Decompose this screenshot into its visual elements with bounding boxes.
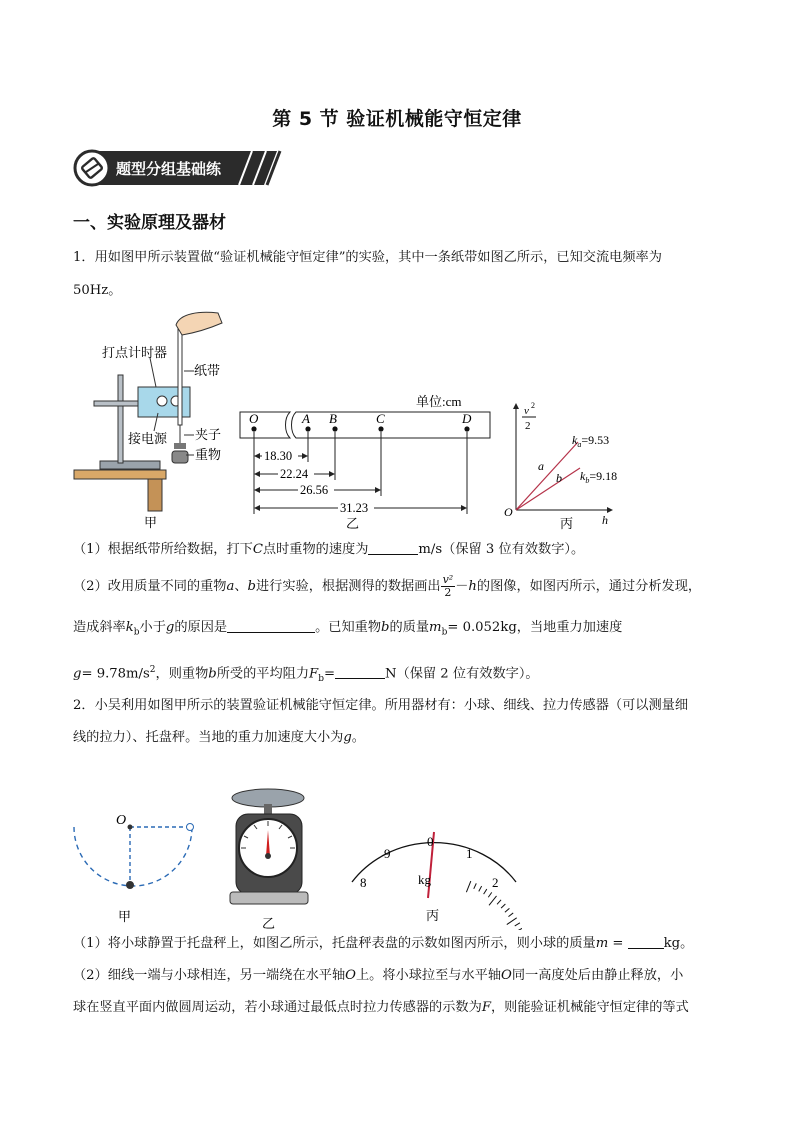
dial-tick-mark <box>507 918 517 925</box>
svg-text:kb=9.18 <box>580 469 617 485</box>
y-axis-sup: 2 <box>531 401 535 410</box>
q1-part1: （1）根据纸带所给数据，打下C点时重物的速度为 m/s（保留 3 位有效数字）。 <box>73 542 585 557</box>
dial-tick-1: 1 <box>466 846 473 861</box>
dial-tick-mark <box>474 883 477 888</box>
label-timer: 打点计时器 <box>102 345 168 360</box>
label-power: 接电源 <box>128 431 168 446</box>
dial-tick-mark <box>479 886 482 891</box>
q1-figure-bing <box>500 398 640 532</box>
banner-text: 题型分组基础练 <box>116 160 222 178</box>
dial-tick-mark <box>466 881 470 892</box>
caption-bing: 丙 <box>560 516 574 531</box>
line-a-label: a <box>538 459 544 473</box>
section-heading: 一、实验原理及器材 <box>73 213 226 233</box>
point-C: C <box>376 411 385 426</box>
kb-val: =9.18 <box>589 469 618 483</box>
ka-sub: a <box>577 440 582 449</box>
label-tape: 纸带 <box>194 363 221 378</box>
ka-val: =9.53 <box>581 433 610 447</box>
q2-stem-line2: 线的拉力）、托盘秤。当地的重力加速度大小为g。 <box>73 730 365 745</box>
point-D: D <box>462 411 472 426</box>
point-A: A <box>302 411 310 426</box>
dial-tick-mark <box>488 892 491 897</box>
kb-k: k <box>580 469 586 483</box>
line-b-label: b <box>556 471 562 485</box>
dial-tick-8: 8 <box>360 875 367 890</box>
unit-label: 单位:cm <box>416 394 462 409</box>
q1-part2-line3: $g= 9.78m/s^2$，则重物b所受的平均阻力$F_b= N$（保留 2 位有效数字）。 <box>73 665 539 685</box>
q1-part2-line2: 造成斜率$k_b$小于g的原因是 。已知重物b的质量$m_b= 0.052kg$，当地重力加速度 <box>73 620 623 638</box>
q2-stem-line1: 2．小吴利用如图甲所示的装置验证机械能守恒定律。所用器材有：小球、细线、拉力传感器（可以测量细 <box>73 698 689 713</box>
q2-part2-line1: （2）细线一端与小球相连，另一端绕在水平轴O上。将小球拉至与水平轴O同一高度处后由静止释放，小 <box>73 968 684 983</box>
q1-figure-jia <box>72 305 232 530</box>
distance-OD: 31.23 <box>340 501 369 515</box>
y-axis-num: v <box>524 405 529 417</box>
dial-tick-mark <box>515 923 520 926</box>
dial-tick-mark <box>484 889 487 894</box>
q2-part1: （1）将小球静置于托盘秤上，如图乙所示，托盘秤表盘的示数如图丙所示，则小球的质量m = kg。 <box>73 936 694 951</box>
dial-tick-mark <box>517 928 522 930</box>
q2-figure-bing <box>346 790 522 930</box>
q2-figure-jia <box>68 805 198 930</box>
q1-part2-line1: （2）改用质量不同的重物a、b进行实验，根据测得的数据画出 $\frac{\text{v²}}{2}$ －h的图像，如图丙所示，通过分析发现， <box>73 573 702 599</box>
q1-stem-line1: 1．用如图甲所示装置做“验证机械能守恒定律”的实验，其中一条纸带如图乙所示，已知交流电频率为 <box>73 250 662 265</box>
caption-jia: 甲 <box>144 515 158 530</box>
caption-q2-bing: 丙 <box>426 908 440 923</box>
caption-q2-yi: 乙 <box>262 916 276 930</box>
answer-blank-4[interactable] <box>628 934 664 949</box>
distance-OB: 22.24 <box>280 467 309 481</box>
answer-blank-1[interactable] <box>368 540 418 555</box>
x-axis-label: h <box>602 513 608 527</box>
q1-figure-yi <box>238 388 498 530</box>
y-axis-den: 2 <box>525 420 531 432</box>
kb-sub: b <box>585 476 590 485</box>
q2-part2-line2: 球在竖直平面内做圆周运动，若小球通过最低点时拉力传感器的示数为F，则能验证机械能守恒定律的等式 <box>73 1000 689 1015</box>
answer-blank-2[interactable] <box>227 618 315 633</box>
distance-OC: 26.56 <box>300 483 329 497</box>
distance-OA: 18.30 <box>264 449 293 463</box>
q1-stem-line2: 50Hz。 <box>73 283 122 298</box>
dial-tick-2: 2 <box>492 875 499 890</box>
label-weight: 重物 <box>195 447 222 462</box>
caption-yi: 乙 <box>346 516 360 530</box>
dial-tick-mark <box>501 904 505 908</box>
section-banner <box>72 148 287 188</box>
point-O: O <box>249 411 259 426</box>
dial-tick-mark <box>497 900 501 904</box>
svg-text:ka=9.53 <box>572 433 609 449</box>
dial-tick-mark <box>505 908 510 912</box>
q2-figure-yi <box>226 782 316 930</box>
dial-tick-mark <box>489 896 497 905</box>
answer-blank-3[interactable] <box>335 664 385 679</box>
page-title: 第 5 节 验证机械能守恒定律 <box>272 108 522 130</box>
caption-q2-jia: 甲 <box>118 909 132 924</box>
origin-label: O <box>504 505 513 519</box>
dial-tick-mark <box>508 913 513 917</box>
dial-tick-0: 0 <box>427 834 434 849</box>
dial-tick-9: 9 <box>384 846 391 861</box>
label-clip: 夹子 <box>195 427 222 442</box>
point-B: B <box>329 411 337 426</box>
fraction-v2-over-2: $\frac{\text{v²}}{2}$ <box>442 573 454 599</box>
dial-unit: kg <box>418 872 431 887</box>
ka-k: k <box>572 433 578 447</box>
pivot-label: O <box>116 813 127 828</box>
